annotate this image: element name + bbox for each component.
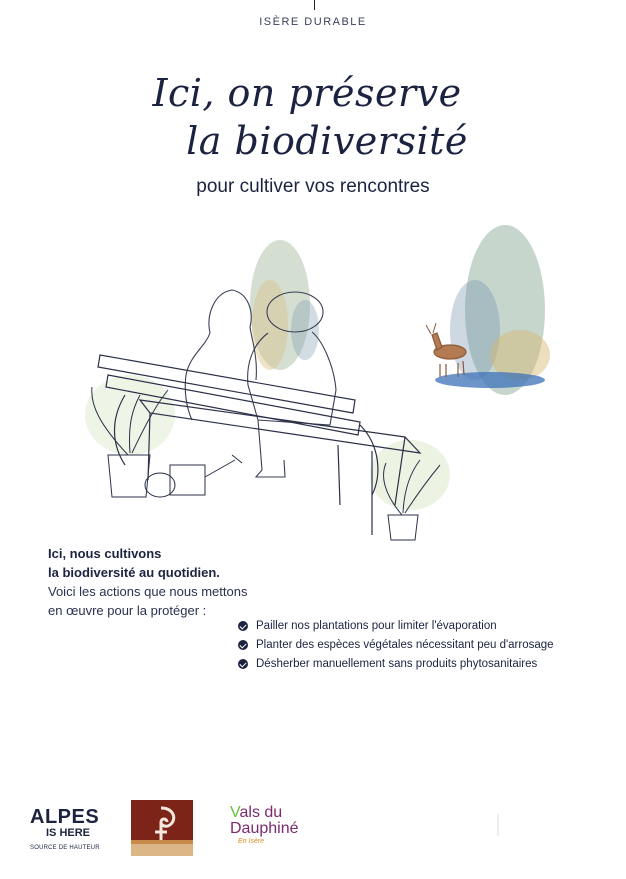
- intro-strong-1: Ici, nous cultivons: [48, 546, 162, 561]
- alpes-is-here-logo: [30, 806, 100, 861]
- dauphine-line-1: Vals du: [230, 804, 283, 821]
- subtitle: pour cultiver vos rencontres: [196, 176, 430, 197]
- bench-illustration: [0, 215, 626, 555]
- alpes-sub: IS HERE: [46, 827, 91, 839]
- action-label: Planter des espèces végétales nécessitant peu d'arrosage: [256, 639, 554, 651]
- vals-du-dauphine-logo: [230, 804, 320, 854]
- intro-text: [48, 544, 288, 620]
- watering-can: [145, 455, 242, 497]
- title-line-2: la biodiversité: [186, 119, 468, 163]
- check-circle-icon: [238, 659, 248, 669]
- intro-plain-2: en œuvre pour la protéger :: [48, 603, 207, 618]
- decorative-mark: [497, 814, 499, 836]
- title-line-1: Ici, on préserve: [152, 71, 462, 115]
- intro-strong-2: la biodiversité au quotidien.: [48, 565, 220, 580]
- intro-plain-1: Voici les actions que nous mettons: [48, 584, 248, 599]
- check-circle-icon: [238, 621, 248, 631]
- actions-list: [238, 617, 554, 674]
- dauphine-line-2: Dauphiné: [230, 820, 299, 837]
- action-label: Pailler nos plantations pour limiter l'évaporation: [256, 620, 497, 632]
- list-item: [238, 636, 554, 655]
- top-rule: [314, 0, 315, 10]
- dauphine-line-3: En Isère: [238, 838, 265, 845]
- alpes-tagline: SOURCE DE HAUTEUR: [30, 845, 100, 851]
- heritage-logo: [131, 800, 193, 856]
- check-circle-icon: [238, 640, 248, 650]
- action-label: Désherber manuellement sans produits phytosanitaires: [256, 658, 538, 670]
- list-item: [238, 617, 554, 636]
- alpes-main: ALPES: [30, 806, 100, 828]
- list-item: [238, 655, 554, 674]
- kicker: ISÈRE DURABLE: [259, 16, 367, 28]
